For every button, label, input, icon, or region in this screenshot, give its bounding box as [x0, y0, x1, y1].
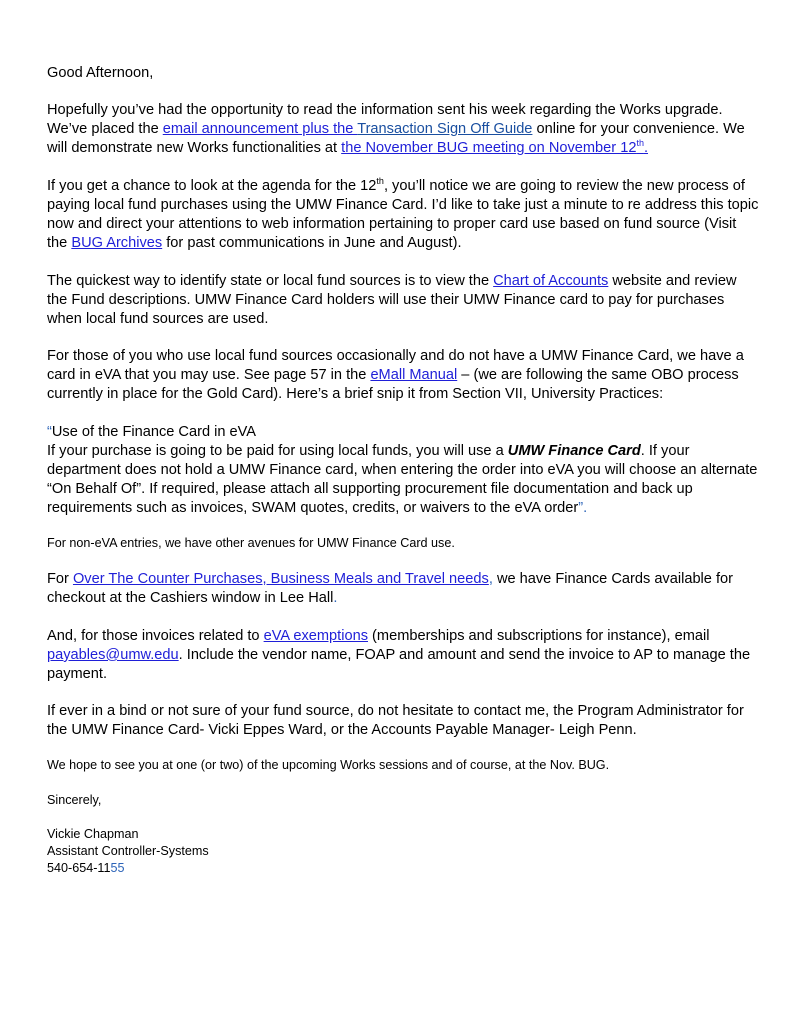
quote-body — [47, 442, 759, 518]
paragraph-works-upgrade — [47, 101, 759, 158]
para2-text-1: If you get a chance to look at the agenda for the 12 — [47, 178, 377, 194]
november-bug-meeting-link-end: . — [643, 140, 649, 156]
paragraph-over-the-counter — [47, 570, 759, 608]
quote-close-mark: ”. — [578, 500, 588, 516]
quote-heading-line — [47, 423, 759, 442]
paragraph-hope-to-see: We hope to see you at one (or two) of the upcoming Works sessions and of course, at the Nov. BUG. — [47, 758, 610, 772]
signature-phone — [47, 860, 759, 877]
para2-text-2: , you’ll notice we are going to review the new process of paying local fund purchases using the UMW Finance Card. I’d like to take just a minute to re address this topic now and direct your attentions to web information pertaining to proper card use based on fund source (Visit the — [47, 178, 759, 251]
greeting: Good Afternoon, — [47, 65, 154, 81]
signature-name: Vickie Chapman — [47, 827, 139, 841]
closing: Sincerely, — [47, 793, 102, 807]
signature-title: Assistant Controller-Systems — [47, 844, 209, 858]
para4-text-1: For those of you who use local fund sources occasionally and do not have a UMW Finance Card, we have a card in eVA that you may use. See page 57 in the — [47, 348, 744, 383]
para6-comma: , — [488, 571, 493, 587]
quote-open-mark: “ — [47, 424, 52, 440]
paragraph-contact: If ever in a bind or not sure of your fund source, do not hesitate to contact me, the Program Administrator for the UMW Finance Card- Vicki Eppes Ward, or the Accounts Payable Manager- Leigh Penn. — [47, 703, 744, 738]
para2-sup: th — [376, 176, 384, 187]
bug-archives-link[interactable]: BUG Archives — [71, 235, 163, 251]
payables-email-link[interactable]: payables@umw.edu — [47, 647, 179, 663]
para3-text-2: website and review the Fund descriptions. UMW Finance Card holders will use their UMW Finance card to pay for purchases when local fund sources are used. — [47, 273, 737, 327]
transaction-sign-off-guide-link[interactable]: Transaction Sign Off Guide — [357, 121, 533, 137]
chart-of-accounts-link[interactable]: Chart of Accounts — [493, 273, 609, 289]
para6-end: . — [333, 590, 338, 606]
signature-phone-main: 540-654-11 — [47, 861, 111, 875]
paragraph-agenda — [47, 177, 759, 253]
signature-block — [47, 826, 759, 877]
quote-heading: Use of the Finance Card in eVA — [51, 424, 257, 440]
para1-text-1: Hopefully you’ve had the opportunity to read the information sent his week regarding the Works upgrade. We’ve placed the — [47, 102, 723, 137]
email-announcement-link[interactable]: email announcement plus the — [162, 121, 358, 137]
para7-text-3: . Include the vendor name, FOAP and amount and send the invoice to AP to manage the payment. — [47, 647, 751, 682]
november-bug-meeting-link-sup: th — [636, 138, 644, 149]
para4-text-2: – (we are following the same OBO process currently in place for the Gold Card). Here’s a brief snip it from Section VII, University Practices: — [47, 367, 739, 402]
para2-text-3: for past communications in June and August). — [162, 235, 462, 251]
paragraph-non-eva: For non-eVA entries, we have other avenues for UMW Finance Card use. — [47, 536, 455, 550]
november-bug-meeting-link[interactable] — [341, 140, 648, 156]
para3-text-1: The quickest way to identify state or local fund sources is to view the — [47, 273, 494, 289]
paragraph-fund-sources — [47, 272, 759, 329]
para6-text-1: For — [47, 571, 73, 587]
quote-text-1: If your purchase is going to be paid for using local funds, you will use a — [47, 443, 508, 459]
over-the-counter-link[interactable]: Over The Counter Purchases, Business Meals and Travel needs — [72, 571, 489, 587]
paragraph-eva-exemptions — [47, 627, 759, 684]
para7-text-1: And, for those invoices related to — [47, 628, 264, 644]
eva-exemptions-link[interactable]: eVA exemptions — [263, 628, 368, 644]
quote-bold-umw-finance-card: UMW Finance Card — [507, 443, 641, 459]
paragraph-eva-card — [47, 347, 759, 404]
quoted-excerpt — [47, 423, 759, 518]
para6-text-2: we have Finance Cards available for checkout at the Cashiers window in Lee Hall — [47, 571, 734, 606]
november-bug-meeting-link-text: the November BUG meeting on November 12 — [341, 140, 637, 156]
para1-text-2: online for your convenience. We will demonstrate new Works functionalities at — [47, 121, 745, 156]
signature-phone-end: 55 — [110, 861, 125, 875]
para7-text-2: (memberships and subscriptions for instance), email — [368, 628, 710, 644]
quote-text-2: . If your department does not hold a UMW Finance card, when entering the order into eVA you will choose an alternate “On Behalf Of”. If required, please attach all supporting procurement file documentation and back up requirements such as invoices, SWAM quotes, credits, or waivers to the eVA order — [47, 443, 758, 516]
emall-manual-link[interactable]: eMall Manual — [370, 367, 458, 383]
